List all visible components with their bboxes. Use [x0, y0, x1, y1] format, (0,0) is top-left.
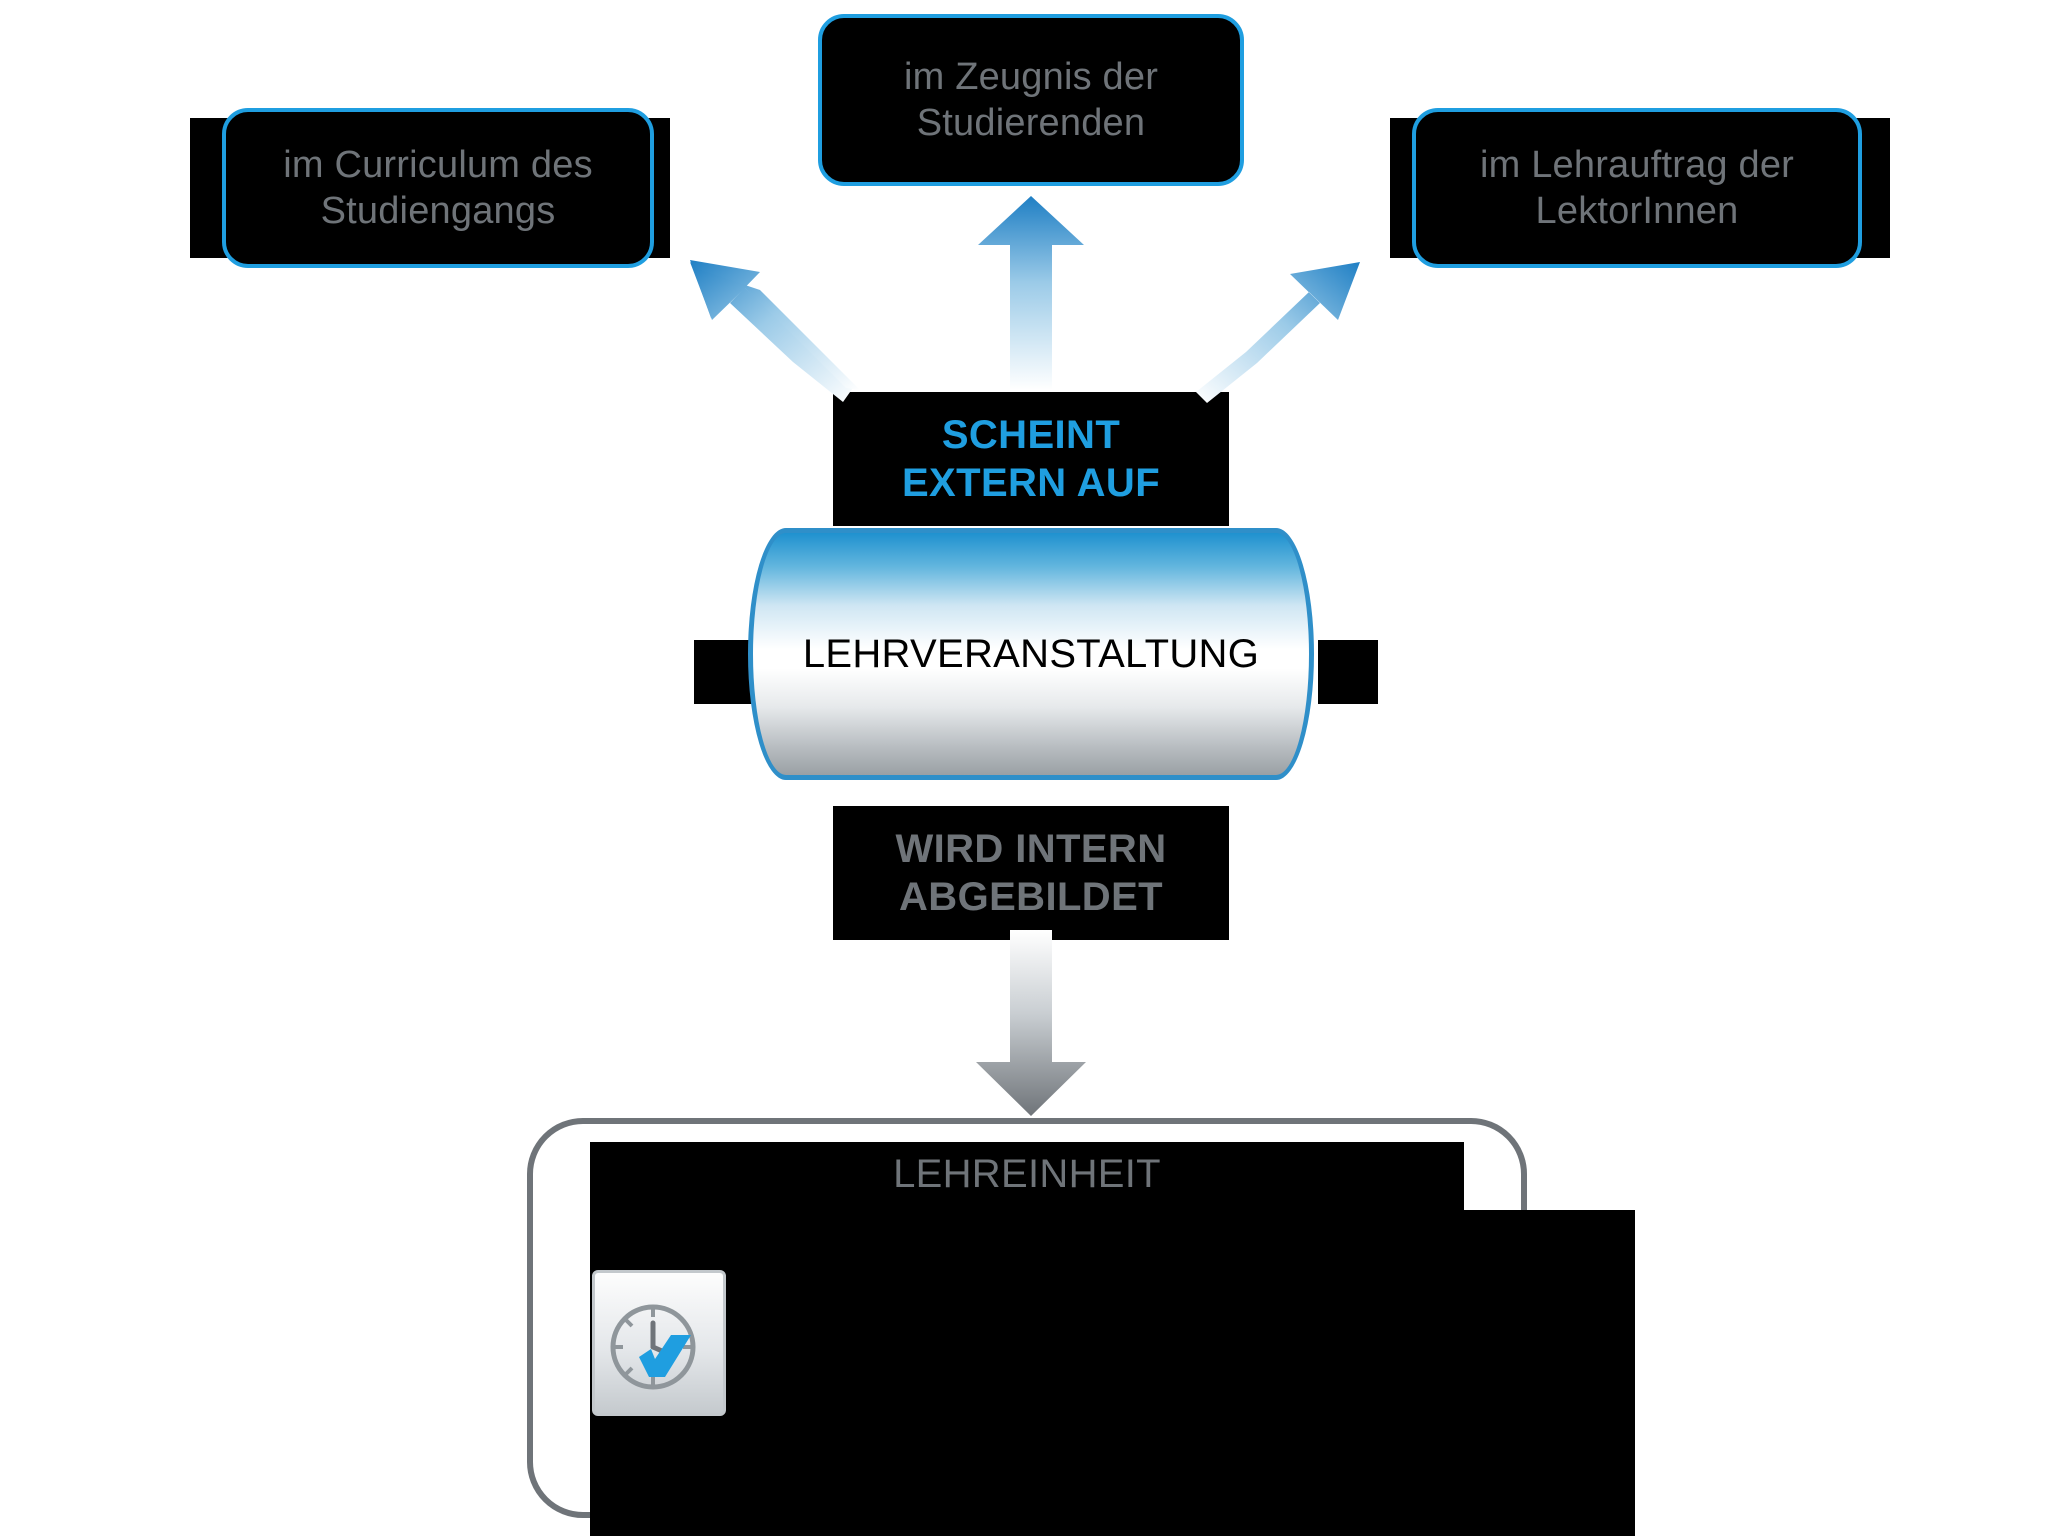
band-external-line2: EXTERN AUF: [901, 461, 1161, 505]
callout-zeugnis-line1: im Zeugnis der: [903, 55, 1159, 98]
callout-curriculum[interactable]: [222, 108, 654, 268]
callout-lehrauftrag[interactable]: [1412, 108, 1862, 268]
band-scheint-extern-auf: [833, 392, 1229, 526]
arrow-to-lehreinheit: [976, 930, 1086, 1116]
arrow-to-zeugnis: [978, 196, 1084, 390]
callout-curriculum-line2: Studiengangs: [320, 190, 556, 232]
lehreinheit-fill-secondary: [655, 1210, 1635, 1536]
callout-zeugnis[interactable]: [818, 14, 1244, 186]
plate-left-cylinder: [694, 640, 754, 704]
lehreinheit-label: LEHREINHEIT: [893, 1152, 1161, 1196]
callout-curriculum-line1: im Curriculum des: [283, 143, 593, 186]
callout-lehrauftrag-line2: LektorInnen: [1535, 190, 1739, 232]
band-internal-line1: WIRD INTERN: [895, 827, 1167, 871]
arrow-to-lehrauftrag: [1196, 262, 1360, 403]
cylinder-label: LEHRVERANSTALTUNG: [802, 631, 1260, 676]
band-wird-intern-abgebildet: [833, 806, 1229, 940]
clock-check-icon: [592, 1270, 726, 1416]
plate-right-cylinder: [1318, 640, 1378, 704]
band-external-line1: SCHEINT: [941, 413, 1121, 457]
callout-lehrauftrag-line1: im Lehrauftrag der: [1479, 143, 1795, 186]
band-internal-line2: ABGEBILDET: [899, 875, 1163, 919]
callout-zeugnis-line2: Studierenden: [916, 102, 1146, 144]
cylinder-lehrveranstaltung[interactable]: [748, 528, 1314, 780]
arrow-to-curriculum: [690, 260, 860, 402]
